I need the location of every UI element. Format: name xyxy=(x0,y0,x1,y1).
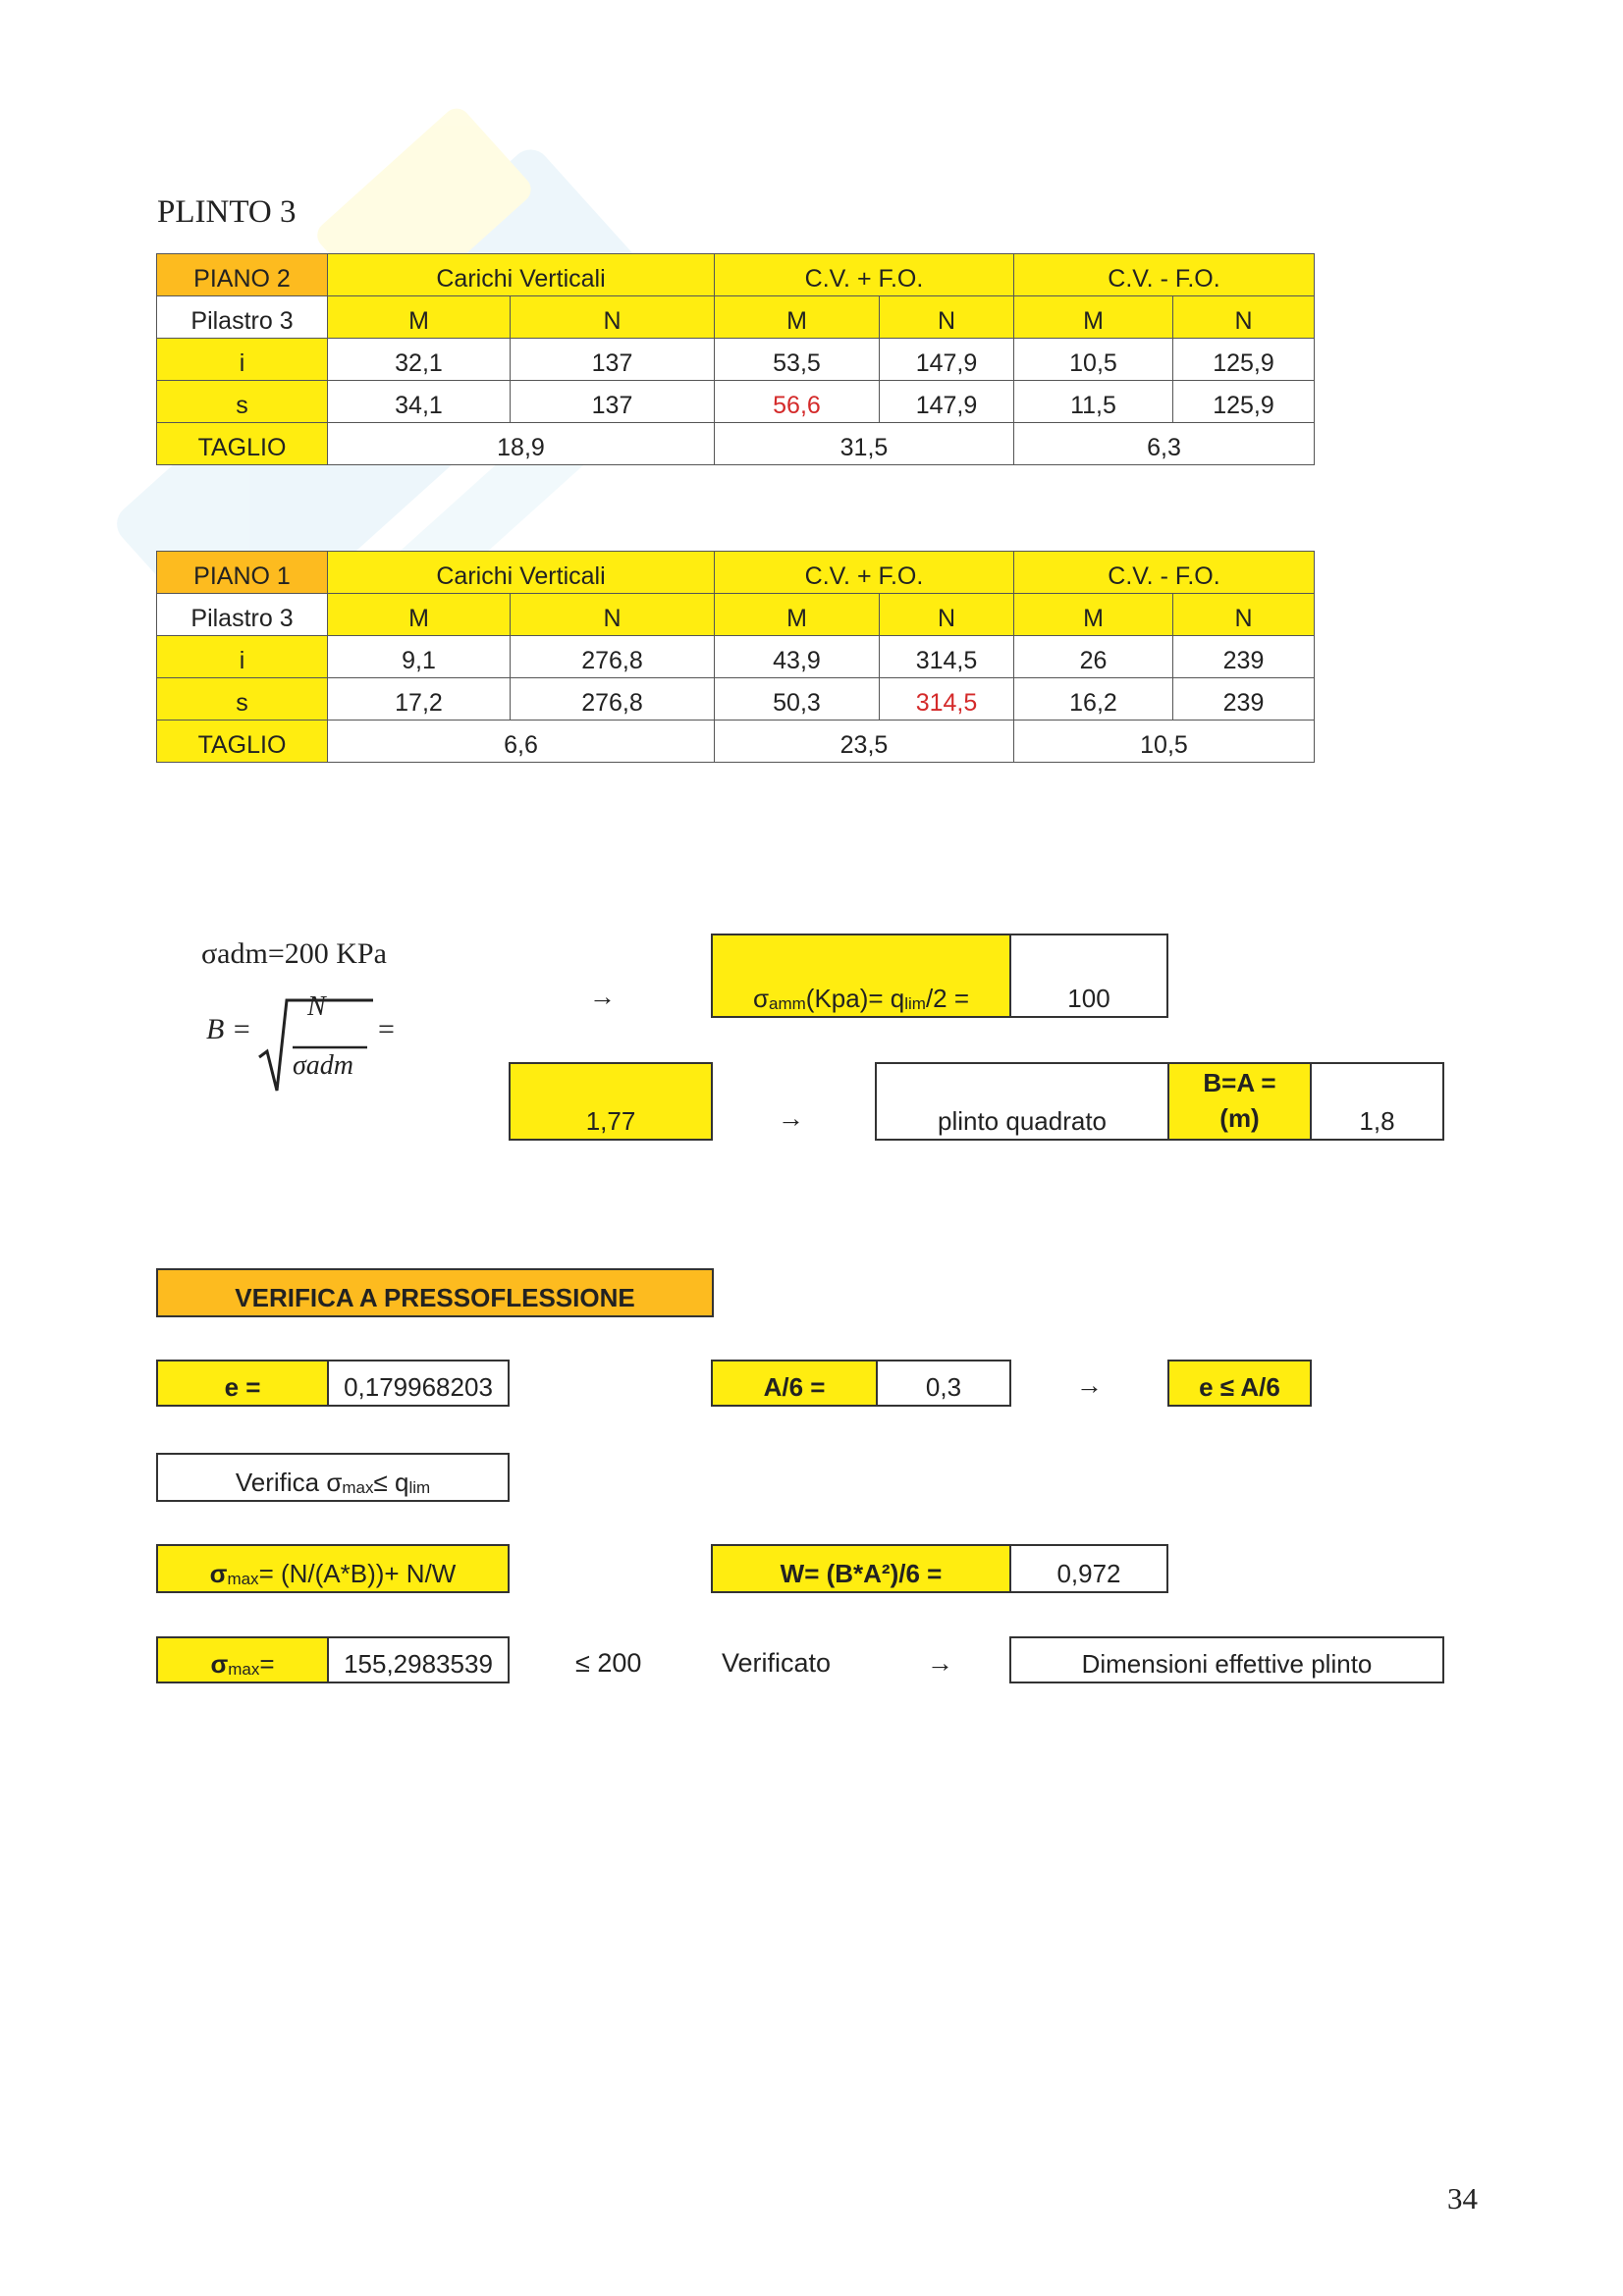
sigma-max-label: σ max = xyxy=(156,1636,329,1683)
row-label: s xyxy=(157,381,328,423)
col-n: N xyxy=(1173,594,1315,636)
cell: 17,2 xyxy=(328,678,511,721)
col-m: M xyxy=(1014,594,1173,636)
row-label: s xyxy=(157,678,328,721)
b-equals-a-value: 1,8 xyxy=(1310,1062,1444,1141)
dimensioni-effettive-label: Dimensioni effettive plinto xyxy=(1009,1636,1444,1683)
b-value: 1,77 xyxy=(509,1062,713,1141)
b-denominator: σadm xyxy=(293,1050,354,1081)
arrow-icon: → xyxy=(778,1103,804,1133)
cell: 50,3 xyxy=(715,678,880,721)
cell: 147,9 xyxy=(880,339,1014,381)
taglio-cv-minus-fo: 6,3 xyxy=(1014,423,1315,465)
cell-highlight: 314,5 xyxy=(880,678,1014,721)
col-n: N xyxy=(511,594,715,636)
table-piano-1 xyxy=(156,551,1315,763)
verifica-title: VERIFICA A PRESSOFLESSIONE xyxy=(156,1268,714,1317)
formula-block xyxy=(196,937,432,1095)
header-cv-minus-fo: C.V. - F.O. xyxy=(1014,254,1315,296)
row-label: i xyxy=(157,636,328,678)
verifica-condition-label: Verifica σ max ≤ q lim xyxy=(156,1453,510,1502)
cell: 125,9 xyxy=(1173,339,1315,381)
cell: 239 xyxy=(1173,636,1315,678)
taglio-cv-plus-fo: 23,5 xyxy=(715,721,1014,763)
limit-label: ≤ 200 xyxy=(575,1648,642,1678)
header-carichi-verticali: Carichi Verticali xyxy=(328,552,715,594)
col-n: N xyxy=(511,296,715,339)
sigma-amm-label: σ amm (Kpa)= q lim /2 = xyxy=(711,934,1011,1018)
cell: 43,9 xyxy=(715,636,880,678)
row-label: TAGLIO xyxy=(157,721,328,763)
cell: 314,5 xyxy=(880,636,1014,678)
cell: 276,8 xyxy=(511,678,715,721)
header-piano: PIANO 2 xyxy=(157,254,328,296)
w-label: W= (B*A²)/6 = xyxy=(711,1544,1011,1593)
col-n: N xyxy=(880,296,1014,339)
cell: 11,5 xyxy=(1014,381,1173,423)
cell-highlight: 56,6 xyxy=(715,381,880,423)
header-cv-minus-fo: C.V. - F.O. xyxy=(1014,552,1315,594)
col-n: N xyxy=(1173,296,1315,339)
cell: 239 xyxy=(1173,678,1315,721)
cell: 34,1 xyxy=(328,381,511,423)
sigma-amm-value: 100 xyxy=(1009,934,1168,1018)
row-label: Pilastro 3 xyxy=(157,296,328,339)
cell: 276,8 xyxy=(511,636,715,678)
cell: 10,5 xyxy=(1014,339,1173,381)
arrow-icon: → xyxy=(589,982,616,1011)
w-value: 0,972 xyxy=(1009,1544,1168,1593)
cell: 26 xyxy=(1014,636,1173,678)
col-n: N xyxy=(880,594,1014,636)
arrow-icon: → xyxy=(927,1648,953,1678)
col-m: M xyxy=(715,296,880,339)
plinto-quadrato-label: plinto quadrato xyxy=(875,1062,1169,1141)
cell: 147,9 xyxy=(880,381,1014,423)
arrow-icon: → xyxy=(1076,1370,1103,1400)
taglio-cv-minus-fo: 10,5 xyxy=(1014,721,1315,763)
verificato-label: Verificato xyxy=(722,1648,832,1678)
cell: 9,1 xyxy=(328,636,511,678)
header-cv-plus-fo: C.V. + F.O. xyxy=(715,552,1014,594)
sigma-max-value: 155,2983539 xyxy=(327,1636,510,1683)
page-title: PLINTO 3 xyxy=(157,194,297,230)
header-piano: PIANO 1 xyxy=(157,552,328,594)
e-label: e = xyxy=(156,1360,329,1407)
b-numerator: N xyxy=(307,991,326,1022)
sigma-max-formula: σ max = (N/(A*B))+ N/W xyxy=(156,1544,510,1593)
cell: 32,1 xyxy=(328,339,511,381)
header-carichi-verticali: Carichi Verticali xyxy=(328,254,715,296)
col-m: M xyxy=(328,594,511,636)
taglio-cv: 18,9 xyxy=(328,423,715,465)
col-m: M xyxy=(328,296,511,339)
taglio-cv-plus-fo: 31,5 xyxy=(715,423,1014,465)
cell: 16,2 xyxy=(1014,678,1173,721)
header-cv-plus-fo: C.V. + F.O. xyxy=(715,254,1014,296)
table-piano-2 xyxy=(156,253,1315,465)
sigma-adm-label: σadm=200 KPa xyxy=(201,937,387,970)
col-m: M xyxy=(715,594,880,636)
b-equals-a-label: B=A = (m) xyxy=(1167,1062,1312,1141)
col-m: M xyxy=(1014,296,1173,339)
a6-label: A/6 = xyxy=(711,1360,878,1407)
cell: 53,5 xyxy=(715,339,880,381)
row-label: TAGLIO xyxy=(157,423,328,465)
cell: 125,9 xyxy=(1173,381,1315,423)
b-lhs: B = xyxy=(206,1013,252,1045)
page-number: 34 xyxy=(1447,2181,1478,2216)
e-condition: e ≤ A/6 xyxy=(1167,1360,1312,1407)
taglio-cv: 6,6 xyxy=(328,721,715,763)
a6-value: 0,3 xyxy=(876,1360,1011,1407)
cell: 137 xyxy=(511,339,715,381)
e-value: 0,179968203 xyxy=(327,1360,510,1407)
row-label: Pilastro 3 xyxy=(157,594,328,636)
row-label: i xyxy=(157,339,328,381)
cell: 137 xyxy=(511,381,715,423)
b-equals: = xyxy=(378,1013,395,1045)
